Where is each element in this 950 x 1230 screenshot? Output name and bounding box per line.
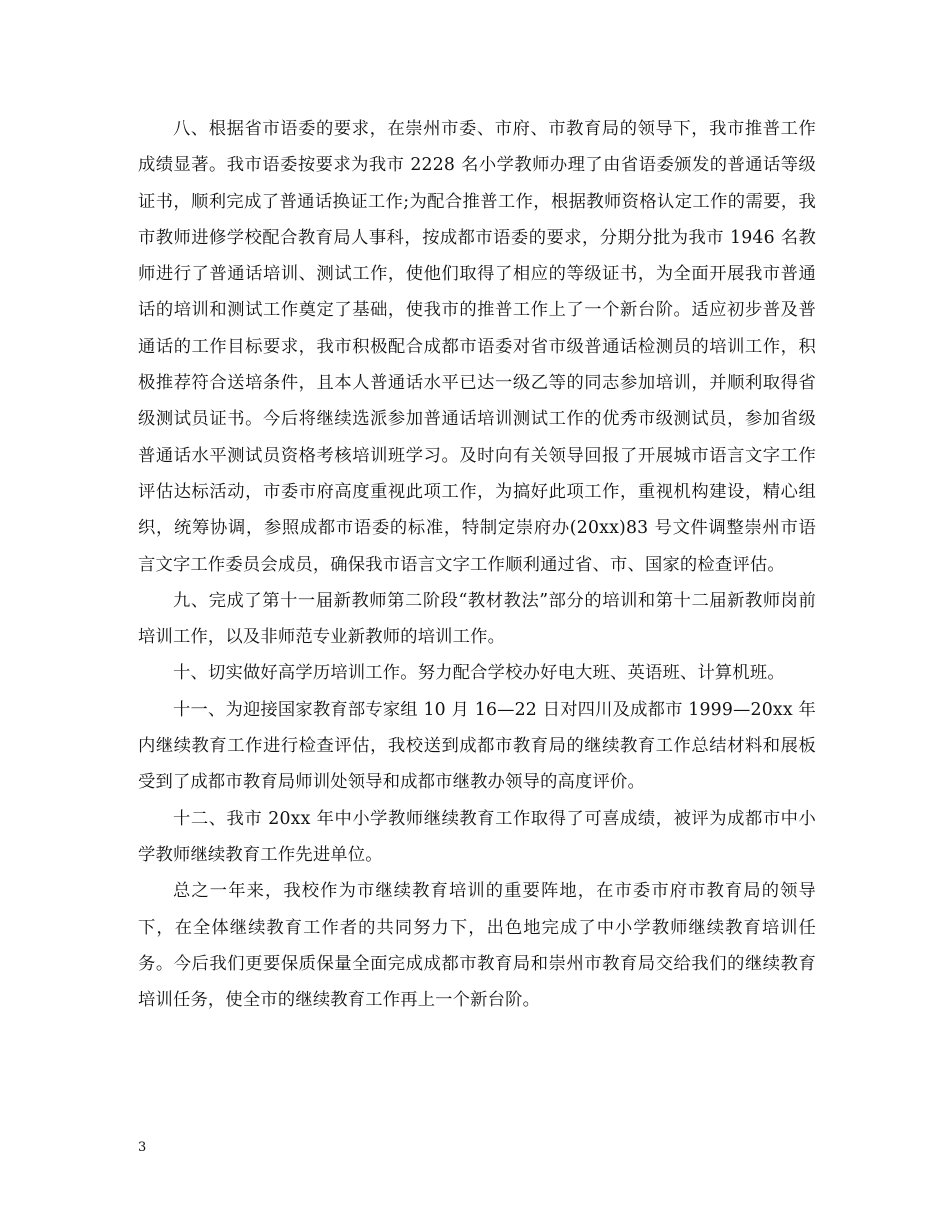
paragraph-section-8: 八、根据省市语委的要求，在崇州市委、市府、市教育局的领导下，我市推普工作成绩显著。我市语委按要求为我市 2228 名小学教师办理了由省语委颁发的普通话等级证书，顺利完成了普通话换证工作;为配合推普工作，根据教师资格认定工作的需要，我市教师进修学校配合教育局人事科，按成都市语委的要求，分期分批为我市 1946 名教师进行了普通话培训、测试工作，使他们取得了相应的等级证书，为全面开展我市普通话的培训和测试工作奠定了基础，使我市的推普工作上了一个新台阶。适应初步普及普通话的工作目标要求，我市积极配合成都市语委对省市级普通话检测员的培训工作，积极推荐符合送培条件，且本人普通话水平已达一级乙等的同志参加培训，并顺利取得省级测试员证书。今后将继续选派参加普通话培训测试工作的优秀市级测试员，参加省级普通话水平测试员资格考核培训班学习。及时向有关领导回报了开展城市语言文字工作评估达标活动，市委市府高度重视此项工作，为搞好此项工作，重视机构建设，精心组织，统筹协调，参照成都市语委的标准，特制定崇府办(20xx)83 号文件调整崇州市语言文字工作委员会成员，确保我市语言文字工作顺利通过省、市、国家的检查评估。 (138, 119, 816, 575)
paragraph-conclusion: 总之一年来，我校作为市继续教育培训的重要阵地，在市委市府市教育局的领导下，在全体继续教育工作者的共同努力下，出色地完成了中小学教师继续教育培训任务。今后我们更要保质保量全面完成成都市教育局和崇州市教育局交给我们的继续教育培训任务，使全市的继续教育工作再上一个新台阶。 (138, 881, 816, 1011)
paragraph-section-12: 十二、我市 20xx 年中小学教师继续教育工作取得了可喜成绩，被评为成都市中小学教师继续教育工作先进单位。 (138, 808, 816, 865)
paragraph-section-9: 九、完成了第十一届新教师第二阶段“教材教法”部分的培训和第十二届新教师岗前培训工作，以及非师范专业新教师的培训工作。 (138, 590, 816, 648)
paragraph-section-10: 十、切实做好高学历培训工作。努力配合学校办好电大班、英语班、计算机班。 (173, 663, 785, 684)
paragraph-section-11: 十一、为迎接国家教育部专家组 10 月 16—22 日对四川及成都市 1999—20xx 年内继续教育工作进行检查评估，我校送到成都市教育局的继续教育工作总结材料和展板受到了成都市教育局师训处领导和成都市继教办领导的高度评价。 (138, 699, 816, 793)
document-body (138, 111, 816, 1018)
page-number: 3 (138, 1140, 147, 1155)
